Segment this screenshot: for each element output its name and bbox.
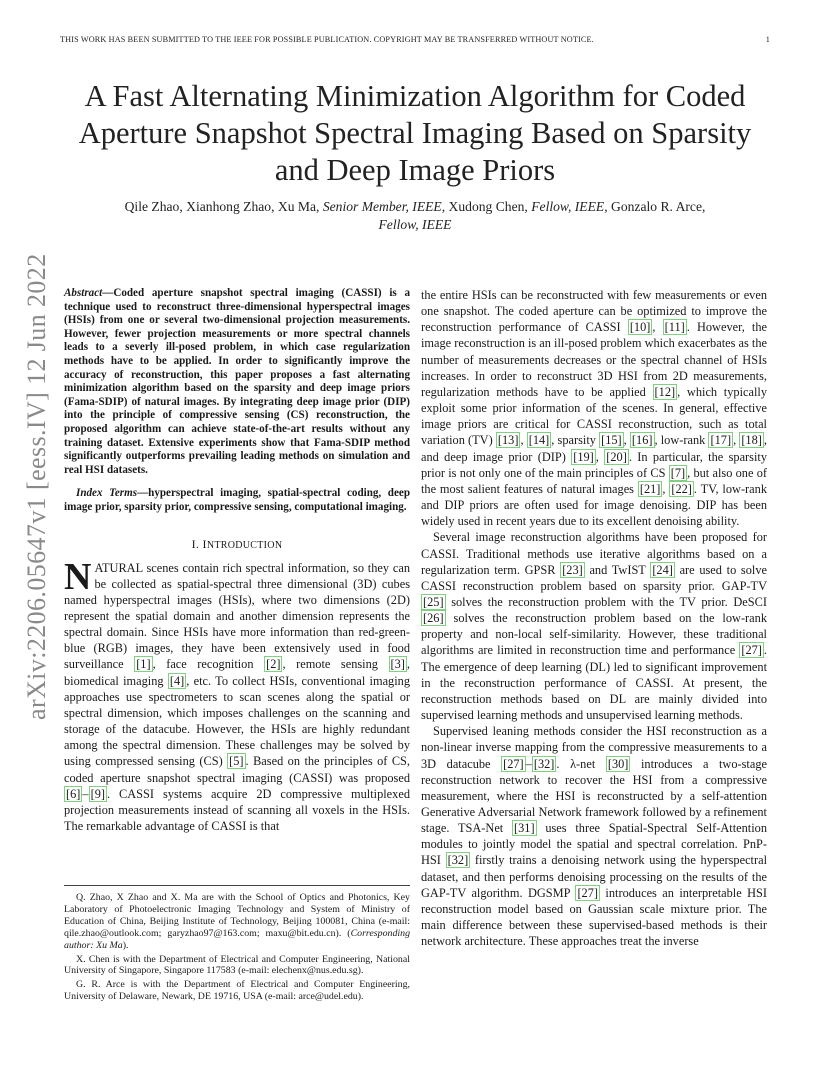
footnote-affiliation: G. R. Arce is with the Department of Electrical and Computer Engineering, University of Delaware, Newark, DE 19716, USA (e-mail: arce@udel.edu). <box>64 979 410 1003</box>
citation-link[interactable]: [9] <box>90 786 105 801</box>
text-run: . λ-net <box>556 756 606 771</box>
text-run: , <box>595 449 605 464</box>
citation-link[interactable]: [1] <box>136 657 151 672</box>
citation-link[interactable]: [12] <box>654 384 676 399</box>
section-number: I. I <box>191 536 207 551</box>
text-run: , and deep image prior (DIP) <box>421 433 767 464</box>
text-run: . TV, low-rank and DIP priors are often used for image denoising. DIP has been widely used in recent years due to its excellent denoising ability. <box>421 481 767 529</box>
corresponding-author: Corresponding author: Xu Ma <box>64 927 410 951</box>
body-paragraph <box>421 529 767 723</box>
left-column <box>64 287 410 834</box>
text-run: Supervised leaning methods consider the HSI reconstruction as a non-linear inverse mapping from the compressive measurements to a 3D datacube <box>421 724 767 771</box>
copyright-notice: THIS WORK HAS BEEN SUBMITTED TO THE IEEE FOR POSSIBLE PUBLICATION. COPYRIGHT MAY BE TRANSFERRED WITHOUT NOTICE. <box>60 35 594 44</box>
body-paragraph <box>421 287 767 529</box>
text-run: , sparsity <box>551 433 600 448</box>
running-header <box>60 35 770 44</box>
author-list <box>60 198 770 234</box>
citation-link[interactable]: [27] <box>577 885 599 900</box>
author-names: , Gonzalo R. Arce, <box>604 199 706 214</box>
footnotes <box>64 885 410 1005</box>
section-heading-introduction <box>64 537 410 552</box>
citation-link[interactable]: [15] <box>601 433 622 448</box>
text-run: , low-rank <box>654 433 709 448</box>
citation-link[interactable]: [22] <box>671 481 692 496</box>
citation-link[interactable]: [13] <box>497 433 519 448</box>
footnote-affiliation: X. Chen is with the Department of Electrical and Computer Engineering, National University of Singapore, Singapore 117583 (e-mail: elechenx@nus.edu.sg). <box>64 953 410 977</box>
text-run: , etc. To collect HSIs, conventional imaging approaches use spectrometers to scan scenes along the spatial or spectral dimension, which imposes challenges on the scanning and storage of the datacube. However, the HSIs are highly redundant among the spectral dimension. These challenges may be solved by using compressed sensing (CS) <box>64 673 411 769</box>
citation-link[interactable]: [24] <box>652 562 673 577</box>
citation-link[interactable]: [18] <box>741 433 762 448</box>
author-role: Fellow, IEEE <box>378 217 452 232</box>
text-run: , <box>520 433 527 448</box>
author-role: Fellow, IEEE <box>531 199 605 214</box>
text-run: , but also one of the most salient features of natural images <box>421 465 767 496</box>
citation-link[interactable]: [5] <box>229 754 244 769</box>
drop-cap: N <box>64 555 92 598</box>
abstract <box>64 287 410 477</box>
right-column <box>421 287 767 949</box>
body-paragraph <box>421 723 767 949</box>
citation-link[interactable]: [6] <box>66 786 81 801</box>
citation-link[interactable]: [2] <box>266 657 281 672</box>
text-run: , <box>652 320 663 335</box>
citation-link[interactable]: [27] <box>503 756 524 771</box>
arxiv-stamp: arXiv:2206.05647v1 [eess.IV] 12 Jun 2022 <box>22 253 51 720</box>
text-run: introduces an interpretable HSI reconstruction model based on Gaussian scale mixture prior. The main difference between these supervised-based methods is their network architecture. These approaches treat the inverse <box>421 885 767 949</box>
index-terms-lead: Index Terms <box>76 487 138 500</box>
text-run: , face recognition <box>152 657 265 672</box>
index-terms-text: —hyperspectral imaging, spatial-spectral coding, deep image prior, sparsity prior, compressive sensing, computational imaging. <box>64 487 410 513</box>
abstract-text: —Coded aperture snapshot spectral imaging (CASSI) is a technique used to reconstruct three-dimensional hyperspectral images (HSIs) from one or several two-dimensional projection measurements. However, fewer projection measurements or more spectral channels leads to a severly ill-posed problem, in which case regularization methods have to be applied. In order to significantly improve the accuracy of reconstruction, this paper proposes a fast alternating minimization algorithm based on the sparsity and deep image priors (Fama-SDIP) of natural images. By integrating deep image prior (DIP) into the principle of compressive sensing (CS) reconstruction, the proposed algorithm can achieve state-of-the-art results without any training dataset. Extensive experiments show that Fama-SDIP method significantly outperforms prevailing leading methods on simulation and real HSI datasets. <box>64 287 410 476</box>
page-number: 1 <box>765 35 770 44</box>
citation-link[interactable]: [31] <box>514 821 535 836</box>
text-run: firstly trains a denoising network using the hyperspectral dataset, and then performs denoising processing on the results of the GAP-TV algorithm. DGSMP <box>421 853 767 900</box>
text-run: , <box>623 433 630 448</box>
text-run: ). <box>122 939 129 951</box>
citation-link[interactable]: [10] <box>629 320 651 335</box>
citation-link[interactable]: [17] <box>710 433 732 448</box>
text-run: solves the reconstruction problem with the TV prior. DeSCI <box>445 594 767 609</box>
intro-paragraph <box>64 555 411 835</box>
text-run: solves the reconstruction problem based on the low-rank property and non-local self-similarity. However, these traditional algorithms are limited in reconstruction time and performance <box>421 611 767 658</box>
author-names: , Xudong Chen, <box>441 199 532 214</box>
text-run: uses three Spatial-Spectral Self-Attention modules to jointly model the spatial and spectral correlation. PnP-HSI <box>421 821 767 868</box>
text-run: , <box>662 481 670 496</box>
citation-link[interactable]: [26] <box>423 611 444 626</box>
citation-link[interactable]: [21] <box>639 481 661 496</box>
paper-title: A Fast Alternating Minimization Algorithm for Coded Aperture Snapshot Spectral Imaging Based on Sparsity and Deep Image Priors <box>78 79 752 187</box>
text-run: – <box>525 756 532 771</box>
text-run: , <box>733 433 740 448</box>
text-run: and TwIST <box>584 562 651 577</box>
citation-link[interactable]: [25] <box>423 594 444 609</box>
text-run: . However, the image reconstruction is an ill-posed problem which exacerbates as the number of measurements decreases or the spectral channel of HSIs increases. In order to reconstruct 3D HSI from 2D measurements, regularization methods have to be applied <box>421 320 768 399</box>
citation-link[interactable]: [14] <box>528 433 550 448</box>
text-run: . CASSI systems acquire 2D compressive multiplexed projection measurements instead of scanning all voxels in the HSIs. The remarkable advantage of CASSI is that <box>64 786 410 833</box>
citation-link[interactable]: [32] <box>533 756 555 771</box>
citation-link[interactable]: [23] <box>562 562 583 577</box>
text-run: , which typically exploit some prior information of the scenes. In general, effective image priors are critical for CASSI reconstruction, such as total variation (TV) <box>421 384 767 448</box>
footnote-affiliation <box>64 892 410 952</box>
text-run: – <box>82 786 89 801</box>
text-run: Q. Zhao, X Zhao and X. Ma are with the School of Optics and Photonics, Key Laboratory of Photoelectronic Imaging Technology and System of Ministry of Education of China, Beijing Institute of Technology, Beijing 100081, China (e-mail: qile.zhao@outlook.com; garyzhao97@163.com; maxu@bit.edu.cn). ( <box>64 892 410 939</box>
text-run: ATURAL scenes contain rich spectral information, so they can be collected as spatial-spectral three dimensional (3D) cubes named hyperspectral images (HSIs), where two dimensions (2D) represent the spatial domain and another dimension represents the spectral domain. Since HSIs have more information than red-green-blue (RGB) images, they have been extensively used in food surveillance <box>64 560 410 672</box>
text-run: . In particular, the sparsity prior is not only one of the main principles of CS <box>421 449 767 480</box>
text-run: introduces a two-stage reconstruction network to recover the HSI from a compressive measurement, where the HSI is reconstructed by a self-attention Generative Adversarial Network framework followed by a refinement stage. TSA-Net <box>421 756 767 836</box>
citation-link[interactable]: [16] <box>631 433 653 448</box>
citation-link[interactable]: [3] <box>390 657 405 672</box>
citation-link[interactable]: [11] <box>664 320 685 335</box>
citation-link[interactable]: [27] <box>741 643 762 658</box>
text-run: the entire HSIs can be reconstructed with few measurements or even one snapshot. The coded aperture can be optimized to improve the reconstruction performance of CASSI <box>421 288 767 335</box>
text-run: , biomedical imaging <box>64 657 410 688</box>
citation-link[interactable]: [7] <box>670 465 686 480</box>
author-role: Senior Member, IEEE <box>322 199 442 214</box>
citation-link[interactable]: [20] <box>606 449 627 464</box>
abstract-lead: Abstract <box>64 287 103 299</box>
citation-link[interactable]: [30] <box>607 756 629 771</box>
index-terms <box>64 487 410 514</box>
citation-link[interactable]: [32] <box>447 853 469 868</box>
text-run: , remote sensing <box>282 657 389 672</box>
citation-link[interactable]: [4] <box>169 673 185 688</box>
text-run: are used to solve CASSI reconstruction problem based on sparsity prior. GAP-TV <box>421 562 767 593</box>
text-run: . Based on the principles of CS, coded aperture snapshot spectral imaging (CASSI) was proposed <box>64 754 410 785</box>
text-run: . The emergence of deep learning (DL) led to significant improvement in the reconstruction performance of CASSI. At present, the reconstruction methods based on DL are mainly divided into supervised learning methods and unsupervised learning methods. <box>421 643 767 723</box>
text-run: Several image reconstruction algorithms have been proposed for CASSI. Traditional methods use iterative algorithms based on a regularization term. GPSR <box>421 530 767 577</box>
author-names: Qile Zhao, Xianhong Zhao, Xu Ma, <box>124 199 323 214</box>
citation-link[interactable]: [19] <box>573 449 594 464</box>
section-name: NTRODUCTION <box>206 539 283 551</box>
